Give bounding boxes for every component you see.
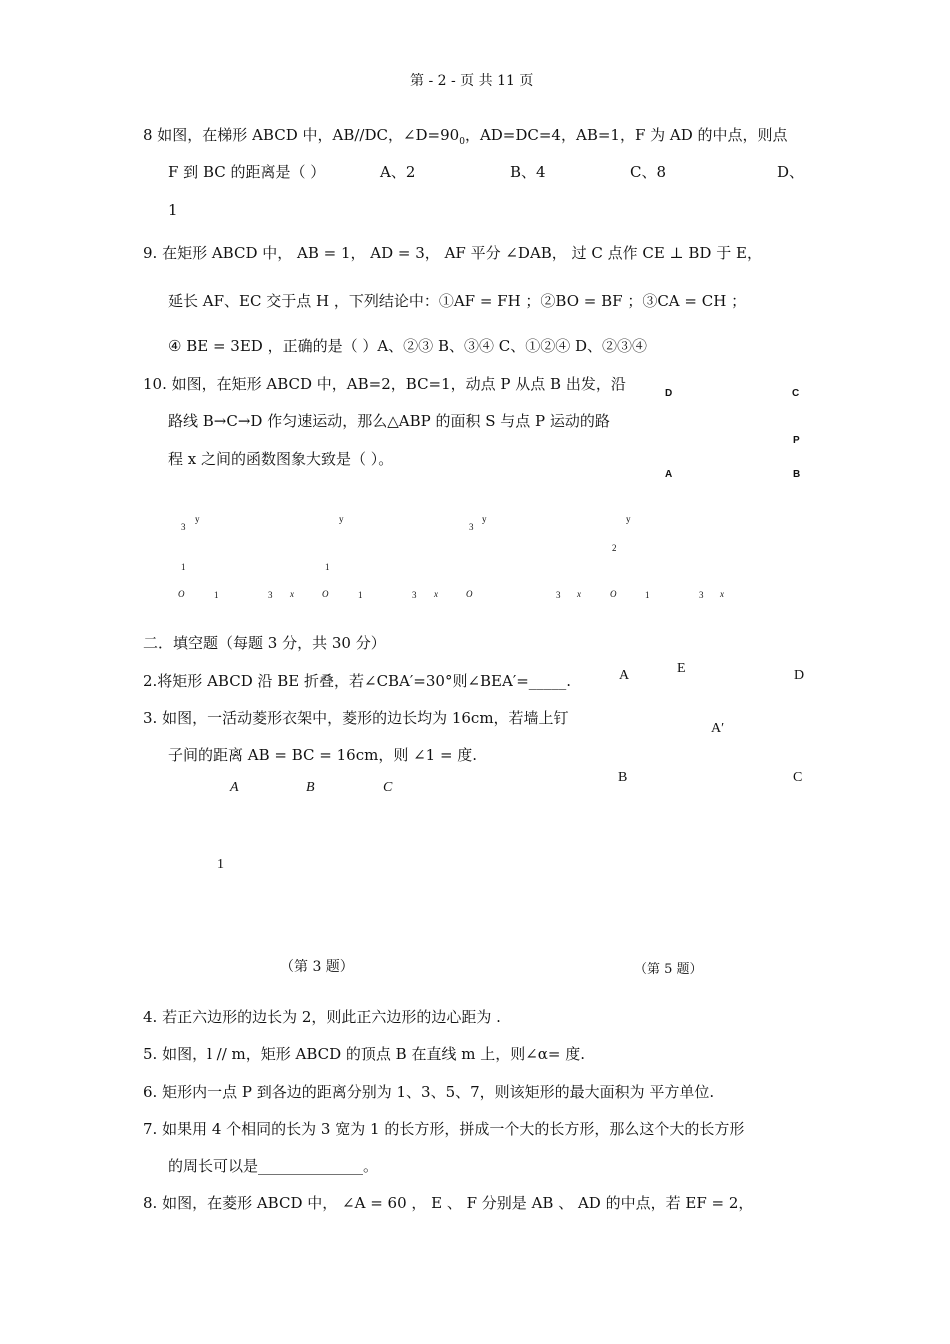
- caption-q5: （第 5 题）: [634, 962, 703, 977]
- graph3-origin: O: [466, 589, 473, 599]
- graph1-origin: O: [178, 589, 185, 599]
- rect-label-p: P: [793, 435, 800, 446]
- graph4-xlabel: x: [720, 589, 724, 599]
- graph1-ylabel: y: [195, 514, 200, 524]
- q9-line1: 9. 在矩形 ABCD 中， AB = 1， AD = 3， AF 平分 ∠DAB， 过 C 点作 CE ⊥ BD 于 E，: [143, 244, 762, 262]
- fold-label-d: D: [794, 668, 805, 683]
- q8-option-b: B、4: [510, 163, 546, 181]
- q6-text: 6. 矩形内一点 P 到各边的距离分别为 1、3、5、7，则该矩形的最大面积为 平方单位.: [143, 1083, 715, 1101]
- graph2-ylabel: y: [339, 514, 344, 524]
- q3-line2: 子间的距离 AB = BC = 16cm，则 ∠1 = 度.: [168, 746, 478, 764]
- q2-text: 2.将矩形 ABCD 沿 BE 折叠，若∠CBA′=30°则∠BEA′=_____.: [143, 672, 572, 690]
- graph1-y3: 3: [181, 522, 186, 532]
- graph3-ylabel: y: [482, 514, 487, 524]
- q7-line1: 7. 如果用 4 个相同的长为 3 宽为 1 的长方形，拼成一个大的长方形，那么这个大的长方形: [143, 1120, 745, 1138]
- q7-line2: 的周长可以是______________。: [168, 1157, 379, 1175]
- q3-line1: 3. 如图，一活动菱形衣架中，菱形的边长均为 16cm，若墙上钉: [143, 709, 569, 727]
- q10-line2: 路线 B→C→D 作匀速运动，那么△ABP 的面积 S 与点 P 运动的路: [168, 412, 610, 430]
- graph4-ylabel: y: [626, 514, 631, 524]
- q8b-text: 8. 如图，在菱形 ABCD 中， ∠A = 60 ， E 、 F 分别是 AB 、 AD 的中点，若 EF = 2，: [143, 1194, 754, 1212]
- graph2-x3: 3: [412, 590, 417, 600]
- q9-line3: ④ BE = 3ED ，正确的是（ ）A、②③ B、③④ C、①②④ D、②③④: [168, 337, 648, 355]
- graph4-x3: 3: [699, 590, 704, 600]
- section2-title: 二．填空题（每题 3 分，共 30 分）: [143, 634, 386, 652]
- graph2-origin: O: [322, 589, 329, 599]
- graph1-xlabel: x: [290, 589, 294, 599]
- fold-label-b: B: [618, 770, 628, 785]
- hanger-label-c: C: [383, 780, 393, 795]
- q10-line3: 程 x 之间的函数图象大致是（ ）。: [168, 450, 394, 468]
- q8-degree-sub: 0: [459, 137, 465, 147]
- q8-line3: 1: [168, 201, 178, 219]
- rect-label-c: C: [792, 388, 800, 399]
- graph1-x1: 1: [214, 590, 219, 600]
- graph3-xlabel: x: [577, 589, 581, 599]
- q8-option-a: A、2: [380, 163, 416, 181]
- hanger-label-angle1: 1: [217, 857, 224, 872]
- fold-label-a-prime: A′: [711, 721, 725, 736]
- fold-label-e: E: [677, 661, 686, 676]
- q5-text: 5. 如图，l // m，矩形 ABCD 的顶点 B 在直线 m 上，则∠α= 度.: [143, 1045, 586, 1063]
- q4-text: 4. 若正六边形的边长为 2，则此正六边形的边心距为 .: [143, 1008, 501, 1026]
- graph2-y1: 1: [325, 562, 330, 572]
- fold-label-a: A: [619, 668, 630, 683]
- q10-line1: 10. 如图，在矩形 ABCD 中，AB=2，BC=1，动点 P 从点 B 出发，沿: [143, 375, 626, 393]
- q8-option-d: D、: [777, 163, 805, 181]
- page-header: 第 - 2 - 页 共 11 页: [410, 73, 534, 89]
- q8-line1-b: ，AD=DC=4，AB=1，F 为 AD 的中点，则点: [464, 126, 788, 144]
- caption-q3: （第 3 题）: [280, 959, 354, 975]
- hanger-label-a: A: [230, 780, 239, 795]
- graph4-y2: 2: [612, 543, 617, 553]
- rect-label-a: A: [665, 469, 673, 480]
- q8-line2: F 到 BC 的距离是（ ）: [168, 163, 326, 181]
- graph2-xlabel: x: [434, 589, 438, 599]
- q8-line1-a: 8 如图，在梯形 ABCD 中，AB//DC，∠D=90: [143, 126, 460, 144]
- graph1-x3: 3: [268, 590, 273, 600]
- graph2-x1: 1: [358, 590, 363, 600]
- rect-label-d: D: [665, 388, 673, 399]
- rect-label-b: B: [793, 469, 801, 480]
- q9-line2: 延长 AF、EC 交于点 H ，下列结论中：①AF = FH ；②BO = BF ；③CA = CH ；: [168, 292, 747, 310]
- graph3-y3: 3: [469, 522, 474, 532]
- graph4-origin: O: [610, 589, 617, 599]
- hanger-label-b: B: [306, 780, 315, 795]
- q8-option-c: C、8: [630, 163, 667, 181]
- q8-line1: [143, 126, 788, 151]
- graph1-y1: 1: [181, 562, 186, 572]
- graph3-x3: 3: [556, 590, 561, 600]
- graph4-x1: 1: [645, 590, 650, 600]
- fold-label-c: C: [793, 770, 803, 785]
